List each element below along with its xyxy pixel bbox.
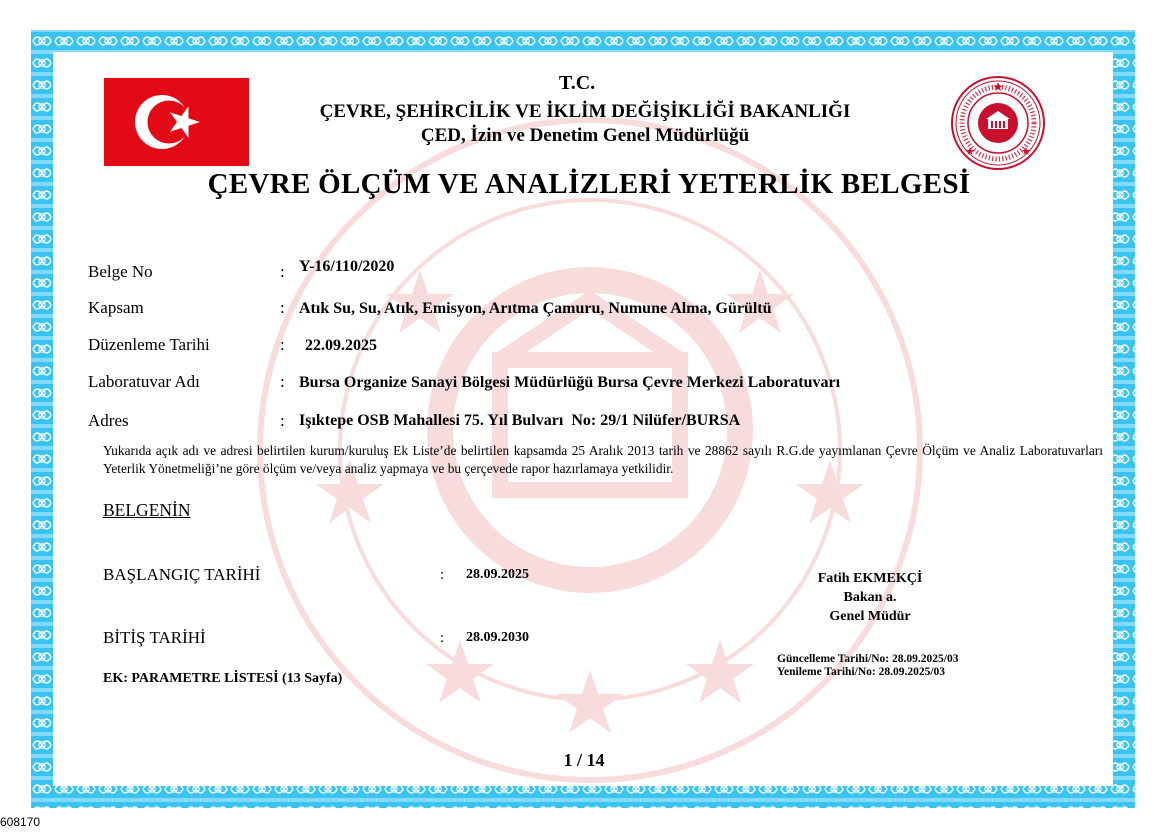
- start-date-colon: :: [440, 567, 445, 583]
- signatory-name: Fatih EKMEKÇİ: [817, 571, 923, 586]
- adres-value: Işıktepe OSB Mahallesi 75. Yıl Bulvarı No: 29/1 Nilüfer/BURSA: [299, 412, 741, 429]
- kapsam-value: Atık Su, Su, Atık, Emisyon, Arıtma Çamuru, Numune Alma, Gürültü: [299, 300, 772, 317]
- start-date-value: 28.09.2025: [466, 567, 529, 582]
- lab-adi-colon: :: [280, 372, 285, 391]
- start-date-label: BAŞLANGIÇ TARİHİ: [103, 565, 261, 584]
- belge-no-value: Y-16/110/2020: [299, 258, 395, 275]
- duzenleme-label: Düzenleme Tarihi: [88, 335, 210, 354]
- kapsam-label: Kapsam: [88, 298, 144, 317]
- end-date-label: BİTİŞ TARİHİ: [103, 628, 206, 647]
- duzenleme-value: 22.09.2025: [305, 337, 377, 354]
- duzenleme-colon: :: [280, 335, 285, 354]
- lab-adi-value: Bursa Organize Sanayi Bölgesi Müdürlüğü Bursa Çevre Merkezi Laboratuvarı: [299, 374, 841, 391]
- page-number: 1 / 14: [563, 750, 605, 770]
- belge-no-colon: :: [280, 262, 285, 281]
- update-date: Güncelleme Tarihi/No: 28.09.2025/03: [777, 653, 959, 665]
- renewal-date: Yenileme Tarihi/No: 28.09.2025/03: [777, 666, 946, 678]
- belge-no-label: Belge No: [88, 262, 153, 281]
- authorization-statement: Yukarıda açık adı ve adresi belirtilen kurum/kuruluş Ek Liste’de belirtilen kapsamda 25 Aralık 2013 tarih ve 28862 sayılı R.G.de yayımlanan Çevre Ölçüm ve Analiz Laboratuvarları Yeterlik Yönetmeliği’ne göre ölçüm ve/veya analiz yapmaya ve bu çerçevede rapor hazırlamaya yetkilidir.: [103, 443, 1103, 476]
- validity-heading: BELGENİN: [103, 500, 191, 520]
- directorate-name: ÇED, İzin ve Denetim Genel Müdürlüğü: [420, 125, 750, 146]
- adres-label: Adres: [88, 411, 129, 430]
- annex-note: EK: PARAMETRE LİSTESİ (13 Sayfa): [103, 671, 343, 686]
- update-info: [777, 653, 958, 679]
- end-date-colon: :: [440, 630, 445, 646]
- end-date-value: 28.09.2030: [466, 630, 529, 645]
- signature-block: [790, 569, 950, 626]
- document-title: ÇEVRE ÖLÇÜM VE ANALİZLERİ YETERLİK BELGESİ: [207, 168, 971, 200]
- header-tc: T.C.: [558, 72, 596, 94]
- footer-code: 608170: [0, 815, 41, 829]
- adres-colon: :: [280, 411, 285, 430]
- ministry-name: ÇEVRE, ŞEHİRCİLİK VE İKLİM DEĞİŞİKLİĞİ BAKANLIĞI: [319, 101, 851, 122]
- signatory-position: Genel Müdür: [829, 609, 911, 624]
- kapsam-colon: :: [280, 298, 285, 317]
- signatory-on-behalf: Bakan a.: [843, 590, 897, 605]
- lab-adi-label: Laboratuvar Adı: [88, 372, 200, 391]
